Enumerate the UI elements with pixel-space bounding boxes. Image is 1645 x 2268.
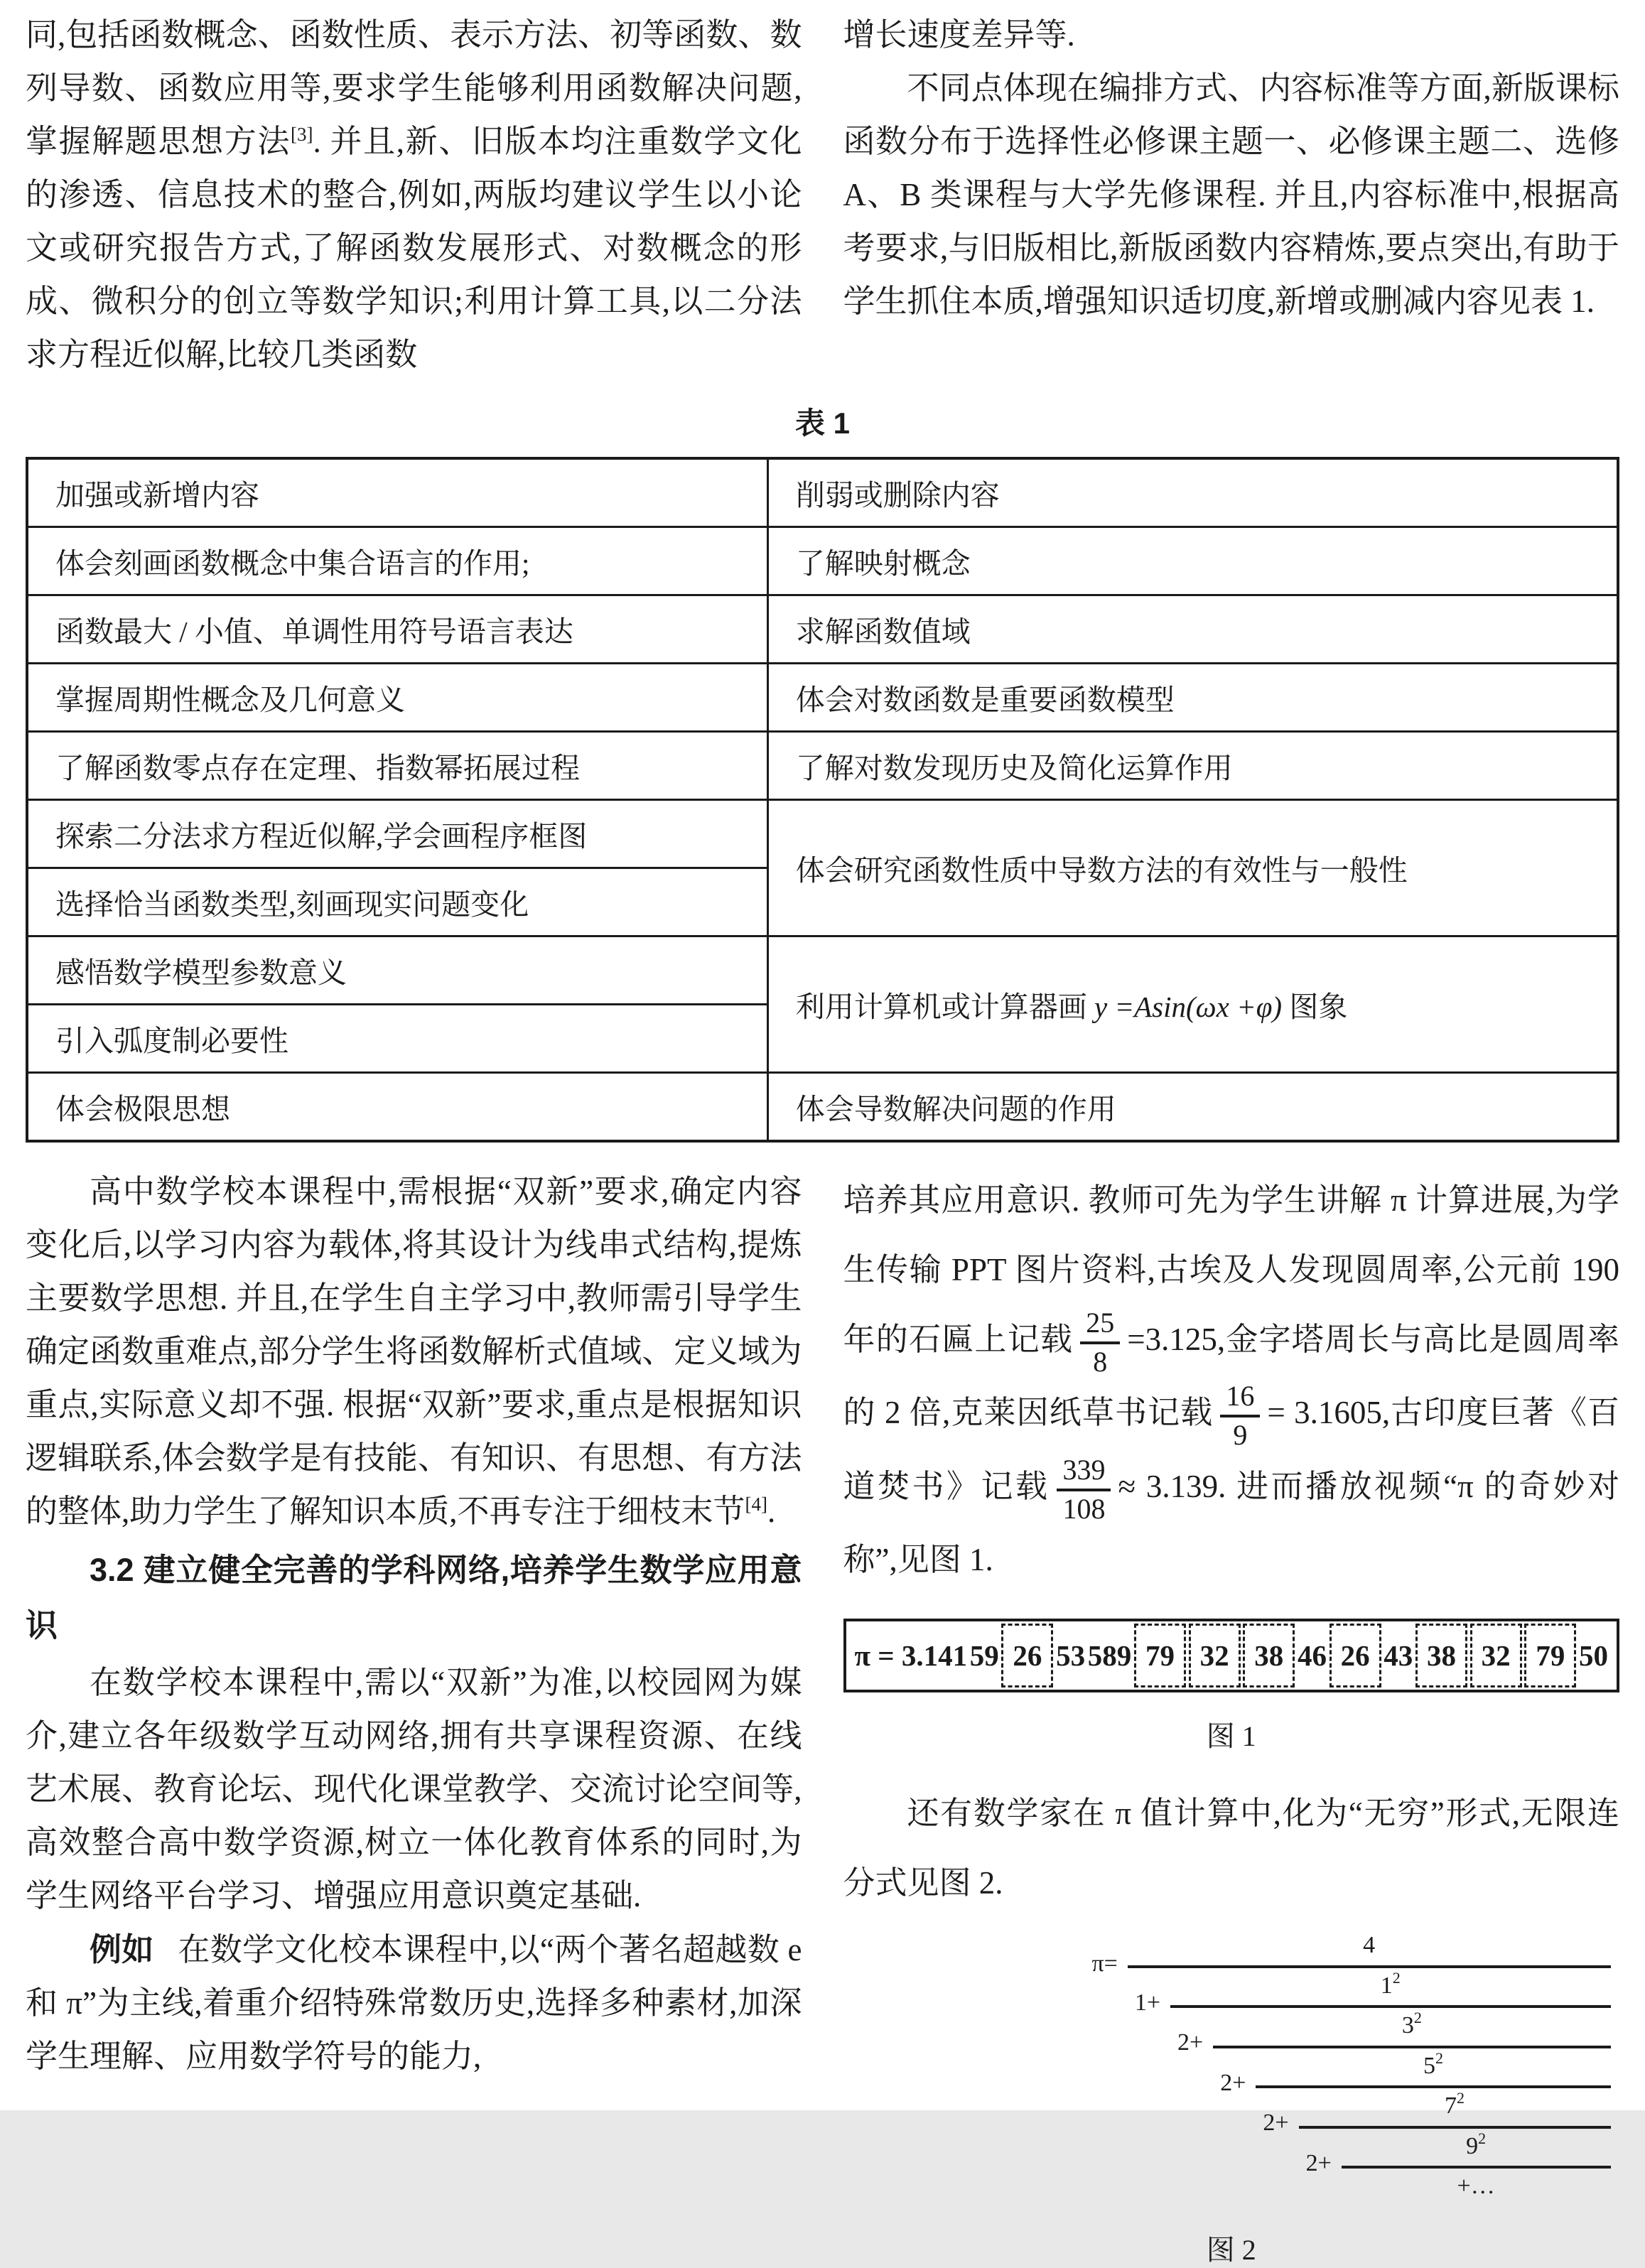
table-row — [27, 800, 1618, 868]
fraction-numerator: 4 — [1128, 1930, 1611, 1968]
fraction-prefix: 2+ — [1220, 2069, 1246, 2096]
figure2-caption: 图 2 — [1206, 2233, 1256, 2266]
top-columns — [26, 9, 1619, 382]
bottom-right-column — [843, 1165, 1620, 2268]
fraction-level-2 — [1213, 2011, 1610, 2202]
exponent: 2 — [1457, 2089, 1465, 2107]
pi-digit-token-boxed: 38 — [1243, 1624, 1295, 1688]
table-row — [27, 527, 1618, 595]
paragraph-differences: 不同点体现在编排方式、内容标准等方面,新版课标函数分布于选择性必修课主题一、必修课主题二、选修 A、B 类课程与大学先修课程. 并且,内容标准中,根据高考要求,与旧版相比,新版函数内容精炼,要点突出,有助于学生抓住本质,增强知识适切度,新增或删减内容见表 1. — [843, 70, 1619, 319]
table-cell: 了解对数发现历史及简化运算作用 — [767, 732, 1618, 800]
table-row — [27, 732, 1618, 800]
paragraph-functions-overview — [26, 9, 802, 382]
fraction-level-1 — [1170, 1968, 1610, 2202]
pi-digit-token-boxed: 79 — [1524, 1624, 1576, 1688]
table-cell: 探索二分法求方程近似解,学会画程序框图 — [27, 800, 767, 868]
exponent: 2 — [1435, 2048, 1443, 2067]
table-cell-merged: 体会研究函数性质中导数方法的有效性与一般性 — [767, 800, 1618, 936]
fraction-prefix: 2+ — [1305, 2149, 1332, 2176]
pi-digit-token: 589 — [1087, 1639, 1132, 1673]
section-heading-3-2: 3.2 建立健全完善的学科网络,培养学生数学应用意识 — [26, 1552, 802, 1643]
fraction-numerator: 16 — [1220, 1381, 1260, 1418]
paragraph-text: 同,包括函数概念、函数性质、表示方法、初等函数、数列导数、函数应用等,要求学生能够利用函数解决问题,掌握解题思想方法 — [26, 17, 802, 159]
pi-digit-token: 43 — [1384, 1639, 1413, 1673]
pi-digit-token: 53 — [1056, 1639, 1086, 1673]
table-header-removed: 削弱或删除内容 — [767, 458, 1618, 527]
pi-digit-token: 59 — [969, 1639, 999, 1673]
paragraph-text: 在数学文化校本课程中,以“两个著名超越数 e 和 π”为主线,着重介绍特殊常数历史,选择多种素材,加深学生理解、应用数学符号的能力, — [26, 1932, 802, 2074]
example-label: 例如 — [90, 1931, 154, 1967]
pi-digit-token: π = 3.141 — [854, 1639, 968, 1673]
pi-digit-token-boxed: 38 — [1415, 1624, 1467, 1688]
cell-text: 利用计算机或计算器画 — [795, 990, 1095, 1023]
paragraph-text: ≈ 3.139. 进而播放视频“π 的奇妙对称”,见图 1. — [843, 1468, 1619, 1578]
sine-formula: y =Asin(ωx +φ) — [1094, 990, 1283, 1023]
table-cell: 了解映射概念 — [767, 527, 1618, 595]
table-header-added: 加强或新增内容 — [27, 458, 767, 527]
paragraph-text: . — [767, 1494, 776, 1529]
fraction-numerator: $5^2$ — [1256, 2051, 1610, 2089]
fraction-16-9 — [1220, 1381, 1260, 1452]
table1 — [26, 457, 1619, 1143]
figure1-caption: 图 1 — [1206, 1720, 1256, 1753]
paragraph-school-curriculum — [26, 1165, 802, 1538]
reference-4: [4] — [745, 1494, 767, 1515]
fraction-numerator: 339 — [1057, 1454, 1111, 1491]
fraction-level-0 — [1128, 1930, 1611, 2202]
table-cell: 体会对数函数是重要函数模型 — [767, 664, 1618, 732]
fraction-339-108 — [1057, 1454, 1111, 1526]
paragraph-text: = 3.1605,古印度巨著《百道焚书》记载 — [843, 1395, 1619, 1504]
fraction-ellipsis-tail: +… — [1457, 2173, 1495, 2200]
table-cell: 了解函数零点存在定理、指数幂拓展过程 — [27, 732, 767, 800]
pi-digit-token-boxed: 26 — [1001, 1624, 1053, 1688]
pi-digit-token: 50 — [1578, 1639, 1608, 1673]
figure2-continued-fraction — [1092, 1930, 1611, 2202]
exponent: 2 — [1413, 2009, 1422, 2027]
figure1-pi-digit-strip — [843, 1619, 1620, 1692]
table-cell: 感悟数学模型参数意义 — [27, 936, 767, 1005]
fraction-level-5 — [1342, 2129, 1611, 2202]
table-cell: 选择恰当函数类型,刻画现实问题变化 — [27, 868, 767, 936]
bottom-left-column — [26, 1165, 802, 2268]
fraction-numerator: $9^2$ — [1342, 2132, 1611, 2169]
table-cell: 体会刻画函数概念中集合语言的作用; — [27, 527, 767, 595]
paragraph-growth-rate-end: 增长速度差异等. — [843, 17, 1075, 53]
table-cell: 引入弧度制必要性 — [27, 1005, 767, 1073]
pi-digit-token-boxed: 26 — [1330, 1624, 1381, 1688]
table1-title: 表 1 — [794, 406, 851, 440]
fraction-numerator: $1^2$ — [1170, 1971, 1610, 2009]
paragraph-text: . 并且,新、旧版本均注重数学文化的渗透、信息技术的整合,例如,两版均建议学生以小论文或研究报告方式,了解函数发展形式、对数概念的形成、微积分的创立等数学知识;利用计算工具,以二分法求方程近似解,比较几类函数 — [26, 124, 802, 372]
top-left-column — [26, 9, 802, 382]
pi-digit-token: 46 — [1297, 1639, 1327, 1673]
fraction-level-3 — [1256, 2048, 1610, 2202]
top-right-column — [843, 9, 1620, 382]
fraction-numerator: $7^2$ — [1299, 2091, 1611, 2129]
fraction-denominator: 8 — [1093, 1345, 1108, 1378]
cell-text: 图象 — [1282, 990, 1348, 1023]
table-cell: 掌握周期性概念及几何意义 — [27, 664, 767, 732]
pi-digit-token-boxed: 32 — [1470, 1624, 1522, 1688]
paragraph-infinite-fraction-intro: 还有数学家在 π 值计算中,化为“无穷”形式,无限连分式见图 2. — [843, 1796, 1619, 1901]
paragraph-network-platform: 在数学校本课程中,需以“双新”为准,以校园网为媒介,建立各年级数学互动网络,拥有共享课程资源、在线艺术展、教育论坛、现代化课堂教学、交流讨论空间等,高效整合高中数学资源,树立一体化教育体系的同时,为学生网络平台学习、增强应用意识奠定基础. — [26, 1665, 802, 1913]
table-cell-merged-formula — [767, 936, 1618, 1073]
table-row — [27, 1073, 1618, 1142]
reference-3: [3] — [290, 124, 313, 145]
bottom-columns — [26, 1165, 1619, 2268]
exponent: 2 — [1392, 1968, 1401, 1987]
table-row — [27, 664, 1618, 732]
fraction-denominator: 9 — [1233, 1419, 1248, 1452]
exponent: 2 — [1478, 2129, 1487, 2147]
fraction-denominator: 108 — [1062, 1492, 1106, 1525]
table-cell: 求解函数值域 — [767, 595, 1618, 664]
fraction-25-8 — [1080, 1307, 1120, 1378]
table-row — [27, 936, 1618, 1005]
paragraph-text: 高中数学校本课程中,需根据“双新”要求,确定内容变化后,以学习内容为载体,将其设计为线串式结构,提炼主要数学思想. 并且,在学生自主学习中,教师需引导学生确定函数重难点,部分学生将函数解析式值域、定义域为重点,实际意义却不强. 根据“双新”要求,重点是根据知识逻辑联系,体会数学是有技能、有知识、有思想、有方法的整体,助力学生了解知识本质,不再专注于细枝末节 — [26, 1174, 802, 1529]
fraction-level-4 — [1299, 2091, 1611, 2202]
paragraph-text: =3.125,金字塔周长与高比是圆周率的 2 倍,克莱因纸草书记载 — [843, 1322, 1619, 1431]
paragraph-example — [26, 1923, 802, 2083]
fraction-numerator: 25 — [1080, 1307, 1120, 1344]
paragraph-pi-history — [843, 1165, 1620, 1594]
fraction-prefix: 2+ — [1263, 2110, 1289, 2137]
paragraph-text: 培养其应用意识. 教师可先为学生讲解 π 计算进展,为学生传输 PPT 图片资料,古埃及人发现圆周率,公元前 190 年的石匾上记载 — [843, 1182, 1619, 1357]
table-row-header — [27, 458, 1618, 527]
table-cell: 体会极限思想 — [27, 1073, 767, 1142]
table-cell: 函数最大 / 小值、单调性用符号语言表达 — [27, 595, 767, 664]
pi-equals-label: π= — [1091, 1950, 1118, 1977]
pi-digit-token-boxed: 32 — [1189, 1624, 1241, 1688]
table-cell: 体会导数解决问题的作用 — [767, 1073, 1618, 1142]
pi-digit-token-boxed: 79 — [1134, 1624, 1186, 1688]
fraction-numerator: $3^2$ — [1213, 2011, 1610, 2048]
fraction-prefix: 2+ — [1177, 2029, 1204, 2056]
fraction-prefix: 1+ — [1134, 1989, 1161, 2016]
table-row — [27, 595, 1618, 664]
